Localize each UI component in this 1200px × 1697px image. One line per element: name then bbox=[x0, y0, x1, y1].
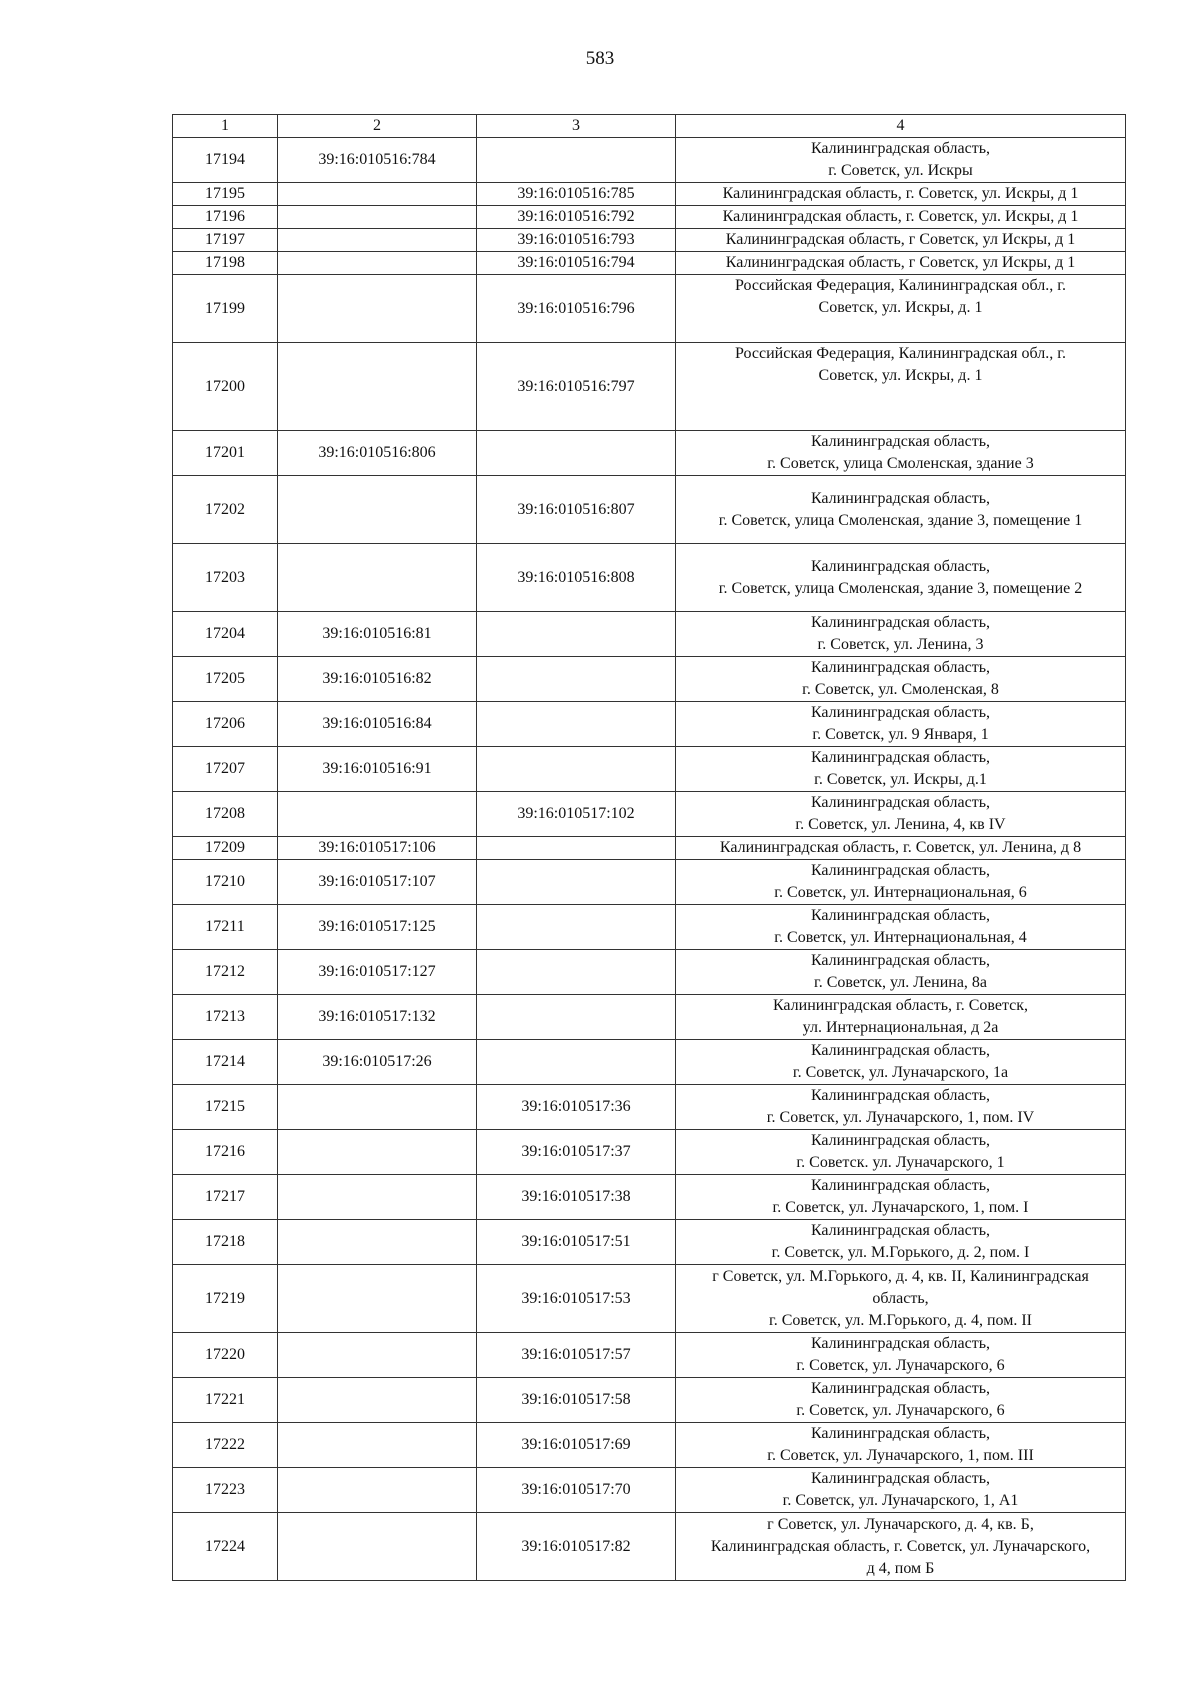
address-line: Калининградская область, bbox=[810, 907, 991, 924]
address-cell bbox=[676, 905, 1126, 950]
row-number-cell: 17222 bbox=[173, 1423, 278, 1468]
row-number-cell: 17197 bbox=[173, 229, 278, 252]
address-cell bbox=[676, 275, 1126, 343]
row-number-cell: 17214 bbox=[173, 1040, 278, 1085]
cadastral-number-cell: 39:16:010517:132 bbox=[278, 995, 477, 1040]
linked-cadastral-number-cell bbox=[477, 747, 676, 792]
address-cell bbox=[676, 544, 1126, 612]
table-row bbox=[173, 1423, 1126, 1468]
address-line: г. Советск, ул. Интернациональная, 4 bbox=[774, 929, 1027, 946]
address-cell bbox=[676, 183, 1126, 206]
table-row bbox=[173, 612, 1126, 657]
linked-cadastral-number-cell: 39:16:010516:785 bbox=[477, 183, 676, 206]
cadastral-number-cell bbox=[278, 1085, 477, 1130]
linked-cadastral-number-cell bbox=[477, 431, 676, 476]
header-cell-2: 2 bbox=[278, 115, 477, 138]
address-line: г. Советск, улица Смоленская, здание 3, помещение 2 bbox=[718, 579, 1083, 597]
linked-cadastral-number-cell bbox=[477, 950, 676, 995]
table-row bbox=[173, 1265, 1126, 1333]
row-number-cell: 17215 bbox=[173, 1085, 278, 1130]
address-line: Калининградская область, г. Советск, bbox=[772, 997, 1029, 1014]
table-row bbox=[173, 950, 1126, 995]
table-row bbox=[173, 206, 1126, 229]
address-line: Калининградская область, bbox=[810, 794, 991, 811]
address-cell bbox=[676, 702, 1126, 747]
row-number-cell: 17223 bbox=[173, 1468, 278, 1513]
address-cell bbox=[676, 206, 1126, 229]
row-number-cell: 17195 bbox=[173, 183, 278, 206]
address-line: г. Советск, улица Смоленская, здание 3, помещение 1 bbox=[718, 511, 1083, 529]
address-cell bbox=[676, 1265, 1126, 1333]
address-line: г. Советск, ул. Луначарского, 1, пом. IV bbox=[766, 1109, 1035, 1126]
linked-cadastral-number-cell: 39:16:010516:797 bbox=[477, 343, 676, 431]
cadastral-number-cell: 39:16:010516:784 bbox=[278, 138, 477, 183]
linked-cadastral-number-cell: 39:16:010516:793 bbox=[477, 229, 676, 252]
linked-cadastral-number-cell: 39:16:010517:70 bbox=[477, 1468, 676, 1513]
table-row bbox=[173, 1085, 1126, 1130]
cadastral-number-cell bbox=[278, 183, 477, 206]
address-cell bbox=[676, 1220, 1126, 1265]
cadastral-number-cell: 39:16:010517:26 bbox=[278, 1040, 477, 1085]
address-line: Российская Федерация, Калининградская обл., г. bbox=[735, 345, 1066, 362]
table-row bbox=[173, 431, 1126, 476]
table-row bbox=[173, 1130, 1126, 1175]
address-line: Калининградская область, г Советск, ул Искры, д 1 bbox=[725, 254, 1076, 271]
address-line: Калининградская область, г. Советск, ул. Ленина, д 8 bbox=[719, 839, 1082, 856]
row-number-cell: 17213 bbox=[173, 995, 278, 1040]
linked-cadastral-number-cell: 39:16:010516:792 bbox=[477, 206, 676, 229]
header-row bbox=[173, 115, 1126, 138]
table-row bbox=[173, 1333, 1126, 1378]
table-row bbox=[173, 343, 1126, 431]
cadastral-number-cell bbox=[278, 1130, 477, 1175]
table-row bbox=[173, 1175, 1126, 1220]
linked-cadastral-number-cell: 39:16:010517:57 bbox=[477, 1333, 676, 1378]
row-number-cell: 17221 bbox=[173, 1378, 278, 1423]
address-line: г. Советск, ул. Луначарского, 1, пом. I bbox=[772, 1199, 1029, 1216]
address-line: Калининградская область, bbox=[810, 557, 991, 575]
address-cell bbox=[676, 1513, 1126, 1581]
linked-cadastral-number-cell bbox=[477, 995, 676, 1040]
address-line: г. Советск, ул. Луначарского, 1а bbox=[792, 1064, 1009, 1081]
cadastral-number-cell: 39:16:010516:81 bbox=[278, 612, 477, 657]
linked-cadastral-number-cell bbox=[477, 138, 676, 183]
address-cell bbox=[676, 343, 1126, 431]
linked-cadastral-number-cell: 39:16:010517:69 bbox=[477, 1423, 676, 1468]
table-row bbox=[173, 1378, 1126, 1423]
row-number-cell: 17212 bbox=[173, 950, 278, 995]
address-line: г Советск, ул. М.Горького, д. 4, кв. II, Калининградская bbox=[712, 1267, 1089, 1285]
table-row bbox=[173, 183, 1126, 206]
table-row bbox=[173, 657, 1126, 702]
address-cell bbox=[676, 747, 1126, 792]
address-line: Калининградская область, bbox=[810, 1470, 991, 1487]
linked-cadastral-number-cell: 39:16:010517:58 bbox=[477, 1378, 676, 1423]
cadastral-number-cell bbox=[278, 1220, 477, 1265]
linked-cadastral-number-cell bbox=[477, 837, 676, 860]
address-cell bbox=[676, 1175, 1126, 1220]
address-line: Российская Федерация, Калининградская обл., г. bbox=[735, 277, 1066, 294]
address-cell bbox=[676, 792, 1126, 837]
address-line: г. Советск, ул. Интернациональная, 6 bbox=[774, 884, 1027, 901]
row-number-cell: 17198 bbox=[173, 252, 278, 275]
linked-cadastral-number-cell: 39:16:010517:82 bbox=[477, 1513, 676, 1581]
cadastral-number-cell bbox=[278, 792, 477, 837]
row-number-cell: 17216 bbox=[173, 1130, 278, 1175]
address-line: г. Советск, ул. Искры bbox=[828, 162, 973, 179]
address-line: Калининградская область, bbox=[810, 1177, 991, 1194]
row-number-cell: 17200 bbox=[173, 343, 278, 431]
cadastral-number-cell: 39:16:010516:84 bbox=[278, 702, 477, 747]
address-line: Калининградская область, bbox=[810, 659, 991, 676]
table-row bbox=[173, 1468, 1126, 1513]
table-body bbox=[173, 115, 1126, 1581]
table-row bbox=[173, 544, 1126, 612]
address-line: Калининградская область, bbox=[810, 704, 991, 721]
address-line: Калининградская область, bbox=[810, 1042, 991, 1059]
cadastral-number-cell bbox=[278, 252, 477, 275]
address-line: г. Советск, улица Смоленская, здание 3 bbox=[767, 455, 1034, 472]
table-row bbox=[173, 1220, 1126, 1265]
header-cell-3: 3 bbox=[477, 115, 676, 138]
linked-cadastral-number-cell bbox=[477, 612, 676, 657]
row-number-cell: 17211 bbox=[173, 905, 278, 950]
address-line: Калининградская область, bbox=[810, 1380, 991, 1397]
row-number-cell: 17205 bbox=[173, 657, 278, 702]
header-cell-4: 4 bbox=[676, 115, 1126, 138]
cadastral-number-cell bbox=[278, 1333, 477, 1378]
linked-cadastral-number-cell: 39:16:010516:794 bbox=[477, 252, 676, 275]
address-line: Советск, ул. Искры, д. 1 bbox=[818, 367, 983, 384]
address-cell bbox=[676, 837, 1126, 860]
row-number-cell: 17194 bbox=[173, 138, 278, 183]
address-cell bbox=[676, 476, 1126, 544]
address-cell bbox=[676, 612, 1126, 657]
address-cell bbox=[676, 1333, 1126, 1378]
table-row bbox=[173, 1040, 1126, 1085]
address-line: область, bbox=[872, 1289, 929, 1307]
address-cell bbox=[676, 1040, 1126, 1085]
address-line: Калининградская область, bbox=[810, 614, 991, 631]
address-line: Калининградская область, bbox=[810, 862, 991, 879]
address-line: г. Советск, ул. Луначарского, 1, А1 bbox=[782, 1492, 1019, 1509]
address-line: Калининградская область, bbox=[810, 1087, 991, 1104]
address-line: Калининградская область, bbox=[810, 1132, 991, 1149]
linked-cadastral-number-cell: 39:16:010517:51 bbox=[477, 1220, 676, 1265]
cadastral-number-cell bbox=[278, 1175, 477, 1220]
address-line: г. Советск, ул. 9 Января, 1 bbox=[812, 726, 989, 743]
row-number-cell: 17217 bbox=[173, 1175, 278, 1220]
linked-cadastral-number-cell bbox=[477, 1040, 676, 1085]
address-line: Калининградская область, bbox=[810, 749, 991, 766]
row-number-cell: 17224 bbox=[173, 1513, 278, 1581]
row-number-cell: 17207 bbox=[173, 747, 278, 792]
cadastral-number-cell: 39:16:010517:127 bbox=[278, 950, 477, 995]
row-number-cell: 17196 bbox=[173, 206, 278, 229]
address-line: Калининградская область, bbox=[810, 1335, 991, 1352]
cadastral-number-cell bbox=[278, 206, 477, 229]
page-number: 583 bbox=[585, 48, 615, 69]
address-line: Калининградская область, г. Советск, ул. Искры, д 1 bbox=[722, 208, 1079, 225]
cadastral-number-cell: 39:16:010517:106 bbox=[278, 837, 477, 860]
table-row bbox=[173, 837, 1126, 860]
address-line: г. Советск, ул. Смоленская, 8 bbox=[802, 681, 999, 698]
table-row bbox=[173, 860, 1126, 905]
address-line: г. Советск. ул. Луначарского, 1 bbox=[796, 1154, 1005, 1171]
address-line: Калининградская область, г. Советск, ул. Луначарского, bbox=[710, 1537, 1091, 1555]
linked-cadastral-number-cell bbox=[477, 657, 676, 702]
linked-cadastral-number-cell bbox=[477, 860, 676, 905]
row-number-cell: 17219 bbox=[173, 1265, 278, 1333]
cadastral-number-cell: 39:16:010516:91 bbox=[278, 747, 477, 792]
cadastral-number-cell bbox=[278, 275, 477, 343]
linked-cadastral-number-cell: 39:16:010517:36 bbox=[477, 1085, 676, 1130]
row-number-cell: 17199 bbox=[173, 275, 278, 343]
address-line: г. Советск, ул. М.Горького, д. 4, пом. II bbox=[768, 1311, 1032, 1329]
row-number-cell: 17208 bbox=[173, 792, 278, 837]
row-number-cell: 17209 bbox=[173, 837, 278, 860]
row-number-cell: 17206 bbox=[173, 702, 278, 747]
table-row bbox=[173, 1513, 1126, 1581]
table-row bbox=[173, 995, 1126, 1040]
linked-cadastral-number-cell: 39:16:010517:38 bbox=[477, 1175, 676, 1220]
cadastral-number-cell bbox=[278, 229, 477, 252]
linked-cadastral-number-cell: 39:16:010516:796 bbox=[477, 275, 676, 343]
address-cell bbox=[676, 1085, 1126, 1130]
cadastral-number-cell: 39:16:010516:806 bbox=[278, 431, 477, 476]
table-row bbox=[173, 229, 1126, 252]
property-table bbox=[172, 114, 1126, 1581]
cadastral-number-cell bbox=[278, 1513, 477, 1581]
table-row bbox=[173, 252, 1126, 275]
table-row bbox=[173, 747, 1126, 792]
linked-cadastral-number-cell bbox=[477, 702, 676, 747]
address-line: Советск, ул. Искры, д. 1 bbox=[818, 299, 983, 316]
address-cell bbox=[676, 1378, 1126, 1423]
address-line: г Советск, ул. Луначарского, д. 4, кв. Б, bbox=[767, 1515, 1034, 1533]
table-row bbox=[173, 905, 1126, 950]
cadastral-number-cell bbox=[278, 1423, 477, 1468]
linked-cadastral-number-cell: 39:16:010517:53 bbox=[477, 1265, 676, 1333]
cadastral-number-cell bbox=[278, 1265, 477, 1333]
row-number-cell: 17204 bbox=[173, 612, 278, 657]
address-line: ул. Интернациональная, д 2а bbox=[802, 1019, 999, 1036]
row-number-cell: 17210 bbox=[173, 860, 278, 905]
address-cell bbox=[676, 950, 1126, 995]
cadastral-number-cell bbox=[278, 343, 477, 431]
address-line: Калининградская область, bbox=[810, 140, 991, 157]
address-cell bbox=[676, 860, 1126, 905]
header-cell-1: 1 bbox=[173, 115, 278, 138]
address-cell bbox=[676, 657, 1126, 702]
table-row bbox=[173, 138, 1126, 183]
linked-cadastral-number-cell: 39:16:010517:102 bbox=[477, 792, 676, 837]
address-line: д 4, пом Б bbox=[866, 1559, 935, 1577]
address-cell bbox=[676, 138, 1126, 183]
address-line: г. Советск, ул. М.Горького, д. 2, пом. I bbox=[771, 1244, 1030, 1261]
cadastral-number-cell bbox=[278, 1468, 477, 1513]
row-number-cell: 17202 bbox=[173, 476, 278, 544]
row-number-cell: 17220 bbox=[173, 1333, 278, 1378]
linked-cadastral-number-cell: 39:16:010516:807 bbox=[477, 476, 676, 544]
address-line: Калининградская область, bbox=[810, 1425, 991, 1442]
address-line: г. Советск, ул. Ленина, 3 bbox=[817, 636, 984, 653]
cadastral-number-cell bbox=[278, 1378, 477, 1423]
address-line: г. Советск, ул. Искры, д.1 bbox=[814, 771, 987, 788]
address-cell bbox=[676, 1468, 1126, 1513]
row-number-cell: 17201 bbox=[173, 431, 278, 476]
cadastral-number-cell bbox=[278, 544, 477, 612]
table-row bbox=[173, 476, 1126, 544]
address-cell bbox=[676, 1423, 1126, 1468]
address-line: Калининградская область, bbox=[810, 952, 991, 969]
address-cell bbox=[676, 229, 1126, 252]
address-line: г. Советск, ул. Луначарского, 6 bbox=[796, 1402, 1005, 1419]
address-line: Калининградская область, bbox=[810, 433, 991, 450]
address-cell bbox=[676, 431, 1126, 476]
table-row bbox=[173, 702, 1126, 747]
table-row bbox=[173, 792, 1126, 837]
address-cell bbox=[676, 252, 1126, 275]
cadastral-number-cell: 39:16:010516:82 bbox=[278, 657, 477, 702]
address-line: г. Советск, ул. Ленина, 8а bbox=[813, 974, 988, 991]
cadastral-number-cell bbox=[278, 476, 477, 544]
address-line: г. Советск, ул. Ленина, 4, кв IV bbox=[795, 816, 1006, 833]
cadastral-number-cell: 39:16:010517:125 bbox=[278, 905, 477, 950]
table-row bbox=[173, 275, 1126, 343]
address-line: Калининградская область, г. Советск, ул. Искры, д 1 bbox=[722, 185, 1079, 202]
address-line: Калининградская область, г Советск, ул Искры, д 1 bbox=[725, 231, 1076, 248]
row-number-cell: 17203 bbox=[173, 544, 278, 612]
cadastral-number-cell: 39:16:010517:107 bbox=[278, 860, 477, 905]
address-cell bbox=[676, 995, 1126, 1040]
linked-cadastral-number-cell: 39:16:010517:37 bbox=[477, 1130, 676, 1175]
address-line: Калининградская область, bbox=[810, 1222, 991, 1239]
address-line: г. Советск, ул. Луначарского, 6 bbox=[796, 1357, 1005, 1374]
linked-cadastral-number-cell: 39:16:010516:808 bbox=[477, 544, 676, 612]
address-line: Калининградская область, bbox=[810, 489, 991, 507]
address-cell bbox=[676, 1130, 1126, 1175]
linked-cadastral-number-cell bbox=[477, 905, 676, 950]
row-number-cell: 17218 bbox=[173, 1220, 278, 1265]
address-line: г. Советск, ул. Луначарского, 1, пом. III bbox=[767, 1447, 1034, 1464]
